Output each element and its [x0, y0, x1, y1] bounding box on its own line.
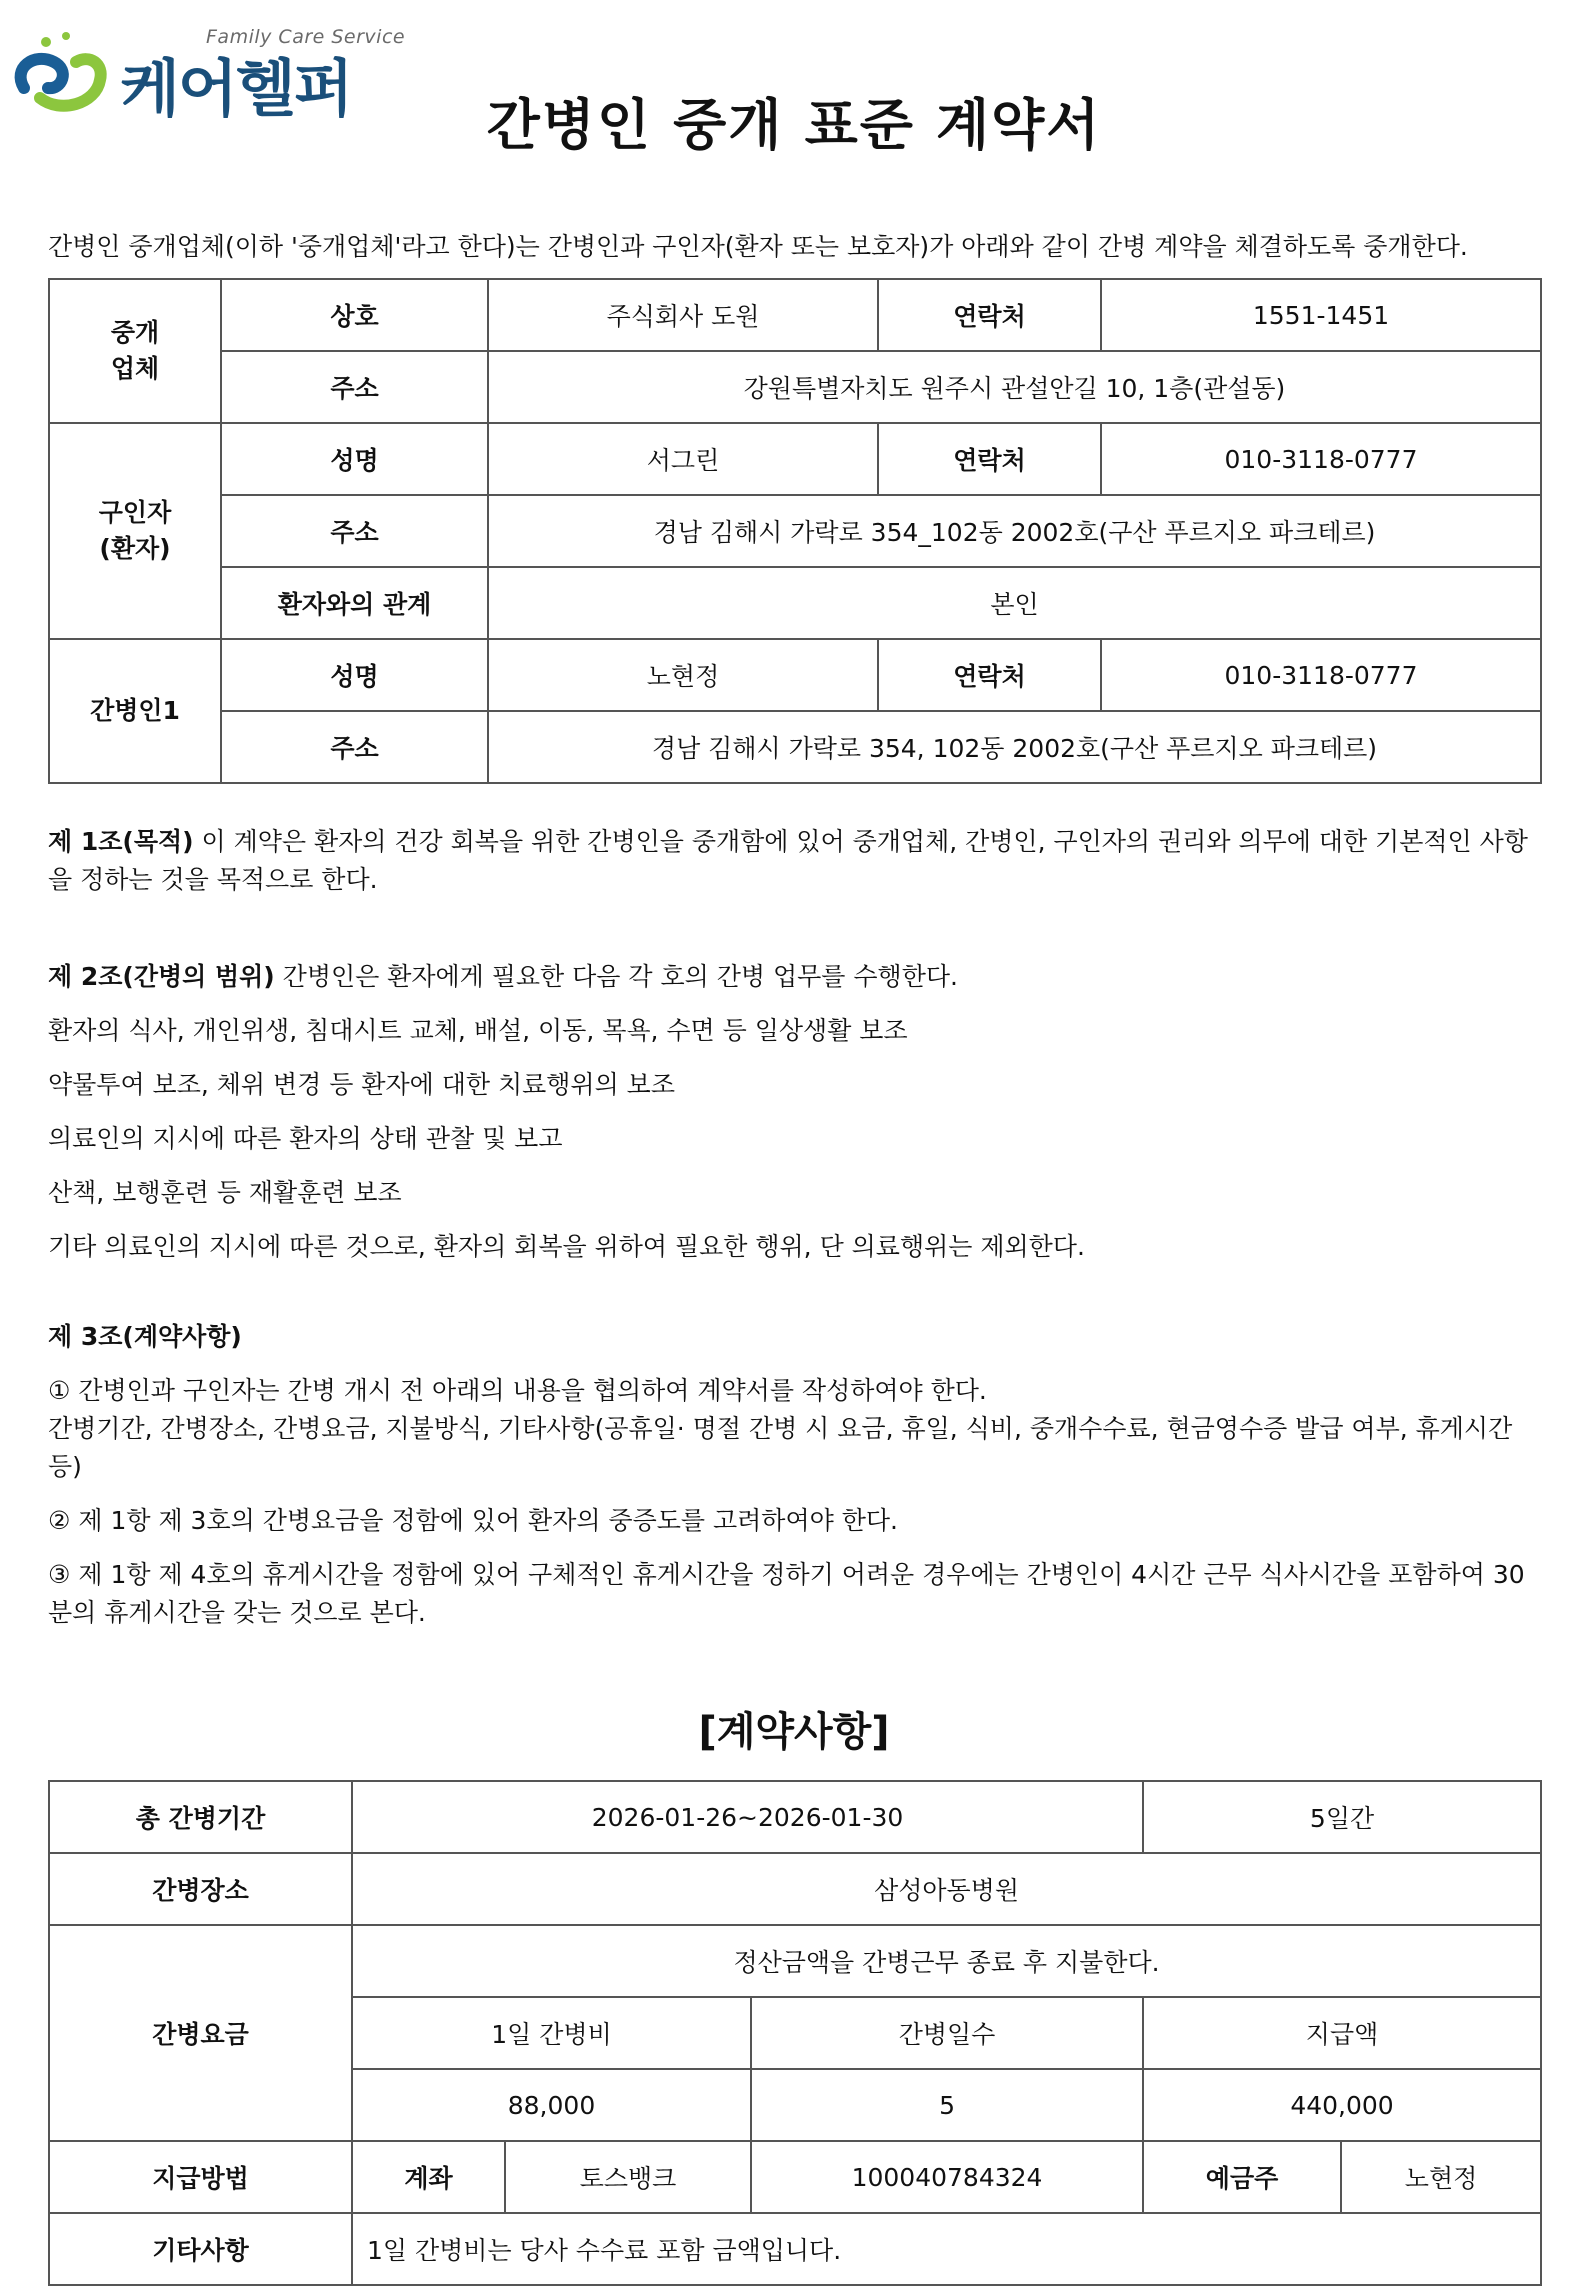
article-3-heading: 제 3조(계약사항) [48, 1322, 242, 1351]
agency-name-label: 상호 [221, 279, 488, 351]
holder-label: 예금주 [1143, 2141, 1341, 2213]
fee-daily-value: 88,000 [352, 2069, 751, 2141]
fee-days-value: 5 [751, 2069, 1143, 2141]
agency-phone: 1551-1451 [1101, 279, 1541, 351]
article-2-heading: 제 2조(간병의 범위) [48, 962, 275, 991]
agency-address: 강원특별자치도 원주시 관설안길 10, 1층(관설동) [488, 351, 1541, 423]
place-value: 삼성아동병원 [352, 1853, 1541, 1925]
client-address-label: 주소 [221, 495, 488, 567]
article-2 [48, 958, 1548, 1282]
list-item: 약물투여 보조, 체위 변경 등 환자에 대한 치료행위의 보조 [48, 1070, 675, 1099]
contract-section-title: [계약사항] [698, 1709, 890, 1755]
article-3-clause-1: ① 간병인과 구인자는 간병 개시 전 아래의 내용을 협의하여 계약서를 작성하여야 한다. [48, 1376, 987, 1405]
caregiver-group-label: 간병인1 [49, 639, 221, 783]
contract-table [48, 1780, 1542, 2286]
bank-name: 토스뱅크 [505, 2141, 751, 2213]
list-item: 환자의 식사, 개인위생, 침대시트 교체, 배설, 이동, 목욕, 수면 등 일상생활 보조 [48, 1016, 908, 1045]
article-1 [48, 823, 1548, 899]
caregiver-name-label: 성명 [221, 639, 488, 711]
caregiver-phone-label: 연락처 [878, 639, 1101, 711]
etc-label: 기타사항 [49, 2213, 352, 2285]
account-label: 계좌 [352, 2141, 505, 2213]
client-phone-label: 연락처 [878, 423, 1101, 495]
account-number: 100040784324 [751, 2141, 1143, 2213]
period-value: 2026-01-26~2026-01-30 [352, 1781, 1143, 1853]
article-3-clause-3: ③ 제 1항 제 4호의 휴게시간을 정함에 있어 구체적인 휴게시간을 정하기 어려운 경우에는 간병인이 4시간 근무 식사시간을 포함하여 30분의 휴게시간을 갖는 것으로 본다. [48, 1560, 1525, 1627]
place-label: 간병장소 [49, 1853, 352, 1925]
logo-wordmark: 케어헬퍼 [120, 52, 352, 125]
caregiver-name: 노현정 [488, 639, 878, 711]
fee-note: 정산금액을 간병근무 종료 후 지불한다. [352, 1925, 1541, 1997]
article-3-clause-1-items: 간병기간, 간병장소, 간병요금, 지불방식, 기타사항(공휴일· 명절 간병 시 요금, 휴일, 식비, 중개수수료, 현금영수증 발급 여부, 휴게시간 등) [48, 1414, 1513, 1481]
caregiver-address: 경남 김해시 가락로 354, 102동 2002호(구산 푸르지오 파크테르) [488, 711, 1541, 783]
client-name-label: 성명 [221, 423, 488, 495]
agency-group-label: 중개 업체 [49, 279, 221, 423]
holder-name: 노현정 [1341, 2141, 1541, 2213]
agency-address-label: 주소 [221, 351, 488, 423]
period-days: 5일간 [1143, 1781, 1541, 1853]
caregiver-address-label: 주소 [221, 711, 488, 783]
fee-daily-header: 1일 간병비 [352, 1997, 751, 2069]
client-address: 경남 김해시 가락로 354_102동 2002호(구산 푸르지오 파크테르) [488, 495, 1541, 567]
agency-name: 주식회사 도원 [488, 279, 878, 351]
intro-text: 간병인 중개업체(이하 '중개업체'라고 한다)는 간병인과 구인자(환자 또는 보호자)가 아래와 같이 간병 계약을 체결하도록 중개한다. [48, 232, 1468, 261]
client-group-label: 구인자 (환자) [49, 423, 221, 639]
client-relation: 본인 [488, 567, 1541, 639]
fee-label: 간병요금 [49, 1925, 352, 2141]
period-label: 총 간병기간 [49, 1781, 352, 1853]
fee-total-header: 지급액 [1143, 1997, 1541, 2069]
article-2-text: 간병인은 환자에게 필요한 다음 각 호의 간병 업무를 수행한다. [274, 962, 958, 991]
list-item: 산책, 보행훈련 등 재활훈련 보조 [48, 1178, 402, 1207]
article-1-heading: 제 1조(목적) [48, 827, 194, 856]
fee-total-value: 440,000 [1143, 2069, 1541, 2141]
article-3 [48, 1318, 1548, 1632]
caregiver-phone: 010-3118-0777 [1101, 639, 1541, 711]
etc-value: 1일 간병비는 당사 수수료 포함 금액입니다. [352, 2213, 1541, 2285]
article-1-text: 이 계약은 환자의 건강 회복을 위한 간병인을 중개함에 있어 중개업체, 간병인, 구인자의 권리와 의무에 대한 기본적인 사항을 정하는 것을 목적으로 한다. [48, 827, 1528, 894]
fee-days-header: 간병일수 [751, 1997, 1143, 2069]
client-phone: 010-3118-0777 [1101, 423, 1541, 495]
logo-tagline: Family Care Service [206, 26, 406, 48]
client-relation-label: 환자와의 관계 [221, 567, 488, 639]
list-item: 기타 의료인의 지시에 따른 것으로, 환자의 회복을 위하여 필요한 행위, 단 의료행위는 제외한다. [48, 1232, 1085, 1261]
list-item: 의료인의 지시에 따른 환자의 상태 관찰 및 보고 [48, 1124, 563, 1153]
article-3-clause-2: ② 제 1항 제 3호의 간병요금을 정함에 있어 환자의 중증도를 고려하여야 한다. [48, 1506, 898, 1535]
pay-method-label: 지급방법 [49, 2141, 352, 2213]
page-title: 간병인 중개 표준 계약서 [486, 93, 1102, 157]
agency-phone-label: 연락처 [878, 279, 1101, 351]
parties-table [48, 278, 1542, 784]
client-name: 서그린 [488, 423, 878, 495]
